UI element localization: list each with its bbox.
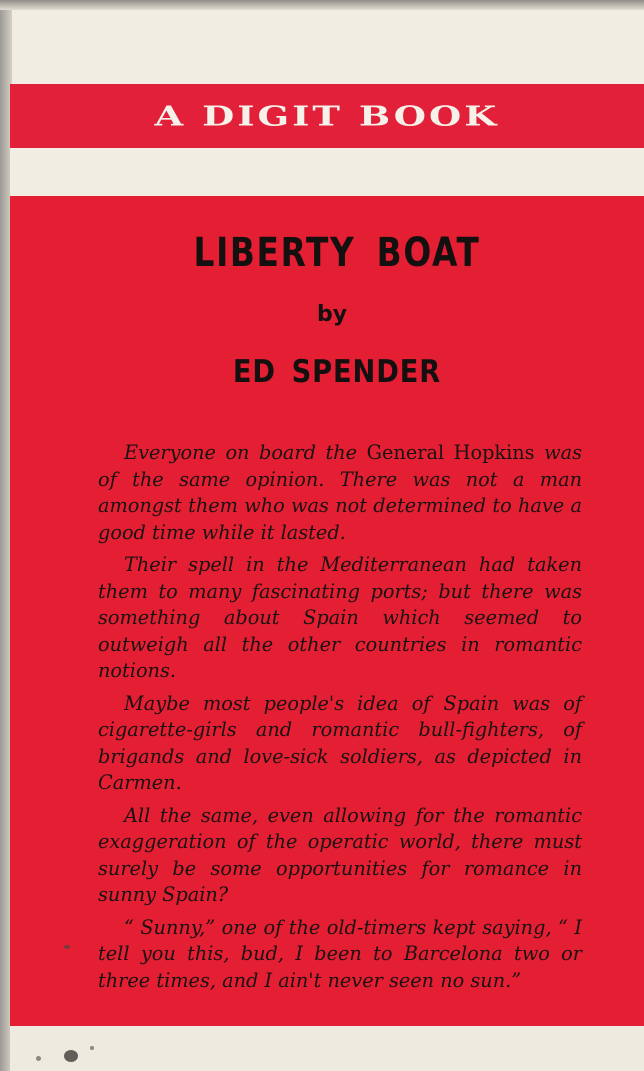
ship-name: General Hopkins (366, 441, 535, 464)
blurb-paragraph: Their spell in the Mediterranean had taken them to many fascinating ports; but there was something about Spain which seemed to outweigh all the other countries in romantic notions. (98, 553, 582, 682)
author-name: ED SPENDER (232, 354, 442, 390)
blurb-text: was of the same opinion. There was not a man amongst them who was not determined to have a good time while it lasted. (98, 441, 582, 544)
print-speck (64, 1050, 78, 1062)
book-title: LIBERTY BOAT (193, 230, 481, 276)
print-speck (90, 1046, 94, 1050)
blurb-paragraph: Maybe most people's idea of Spain was of cigarette-girls and romantic bull-fighters, of brigands and love-sick soldiers, as depicted in Carmen. (98, 691, 582, 794)
blurb-paragraph (98, 440, 582, 546)
print-speck (36, 1056, 41, 1061)
blurb-paragraph: “ Sunny,” one of the old-timers kept saying, “ I tell you this, bud, I been to Barcelona two or three times, and I ain't never seen no sun.” (98, 915, 582, 992)
blurb-text: Everyone on board the (124, 441, 367, 464)
middle-cream-stripe (10, 148, 644, 196)
back-cover-blurb (98, 440, 582, 1000)
publisher-banner (10, 84, 644, 148)
publisher-banner-text: A DIGIT BOOK (154, 100, 500, 132)
print-speck (64, 945, 70, 949)
blurb-paragraph: All the same, even allowing for the romantic exaggeration of the operatic world, there must surely be some opportunities for romance in sunny Spain? (98, 803, 582, 906)
bottom-cream-stripe (10, 1026, 644, 1071)
top-cream-stripe (12, 10, 644, 84)
byline-by: by (316, 302, 348, 327)
cover-top-edge (0, 0, 644, 10)
